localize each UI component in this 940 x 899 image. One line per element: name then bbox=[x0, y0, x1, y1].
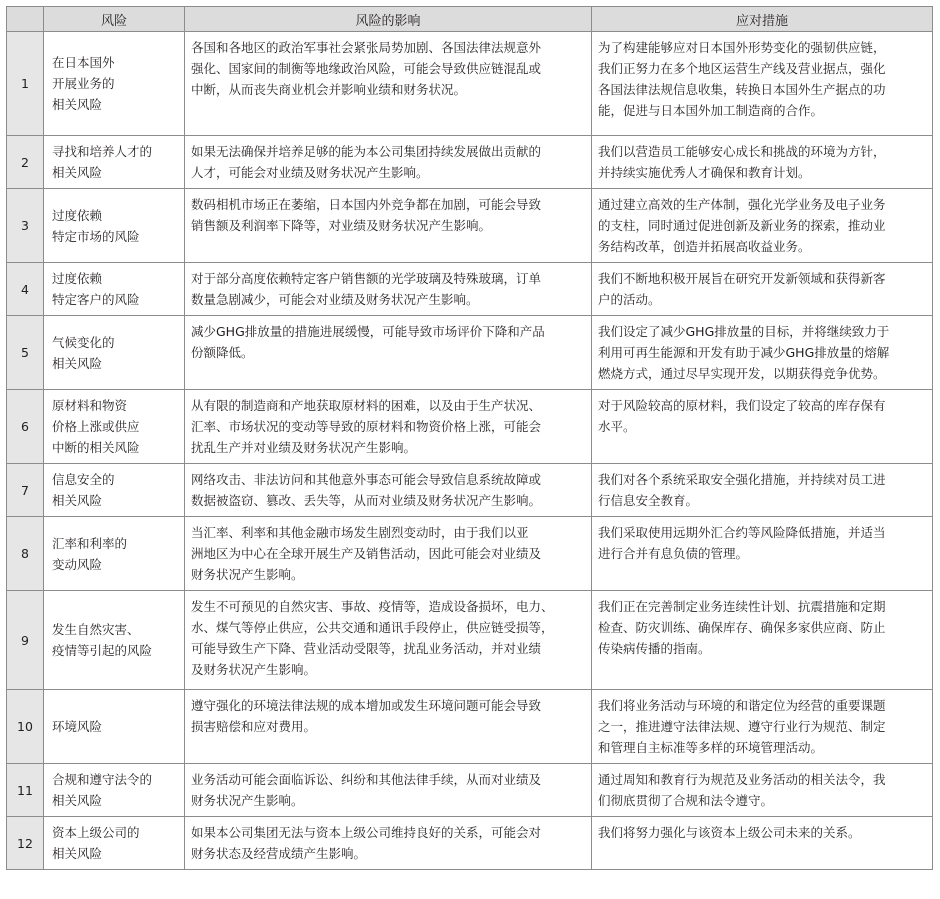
impact-cell bbox=[185, 263, 592, 316]
measures-cell bbox=[592, 517, 933, 591]
row-number: 5 bbox=[7, 316, 44, 390]
risk-line: 气候变化的 bbox=[52, 334, 115, 350]
measures-line: 为了构建能够应对日本国外形势变化的强韧供应链， bbox=[598, 40, 886, 55]
table-row bbox=[7, 817, 933, 870]
impact-line: 可能导致生产下降、营业活动受限等，扰乱业务活动，并对业绩 bbox=[191, 641, 542, 656]
risk-line: 价格上涨或供应 bbox=[52, 419, 140, 434]
row-number: 9 bbox=[7, 591, 44, 690]
impact-line: 销售额及利润率下降等，对业绩及财务状况产生影响。 bbox=[191, 218, 492, 233]
measures-line: 传染病传播的指南。 bbox=[598, 641, 711, 656]
impact-line: 发生不可预见的自然灾害、事故、疫情等，造成设备损坏，电力、 bbox=[191, 599, 554, 614]
risk-cell bbox=[44, 316, 185, 390]
impact-line: 数据被盗窃、篡改、丢失等，从而对业绩及财务状况产生影响。 bbox=[191, 493, 542, 508]
risk-cell bbox=[44, 263, 185, 316]
header-row bbox=[7, 7, 933, 32]
table-row bbox=[7, 189, 933, 263]
risk-cell bbox=[44, 517, 185, 591]
measures-line: 我们不断地积极开展旨在研究开发新领域和获得新客 bbox=[598, 271, 886, 286]
measures-line: 行信息安全教育。 bbox=[598, 493, 699, 508]
impact-line: 各国和各地区的政治军事社会紧张局势加剧、各国法律法规意外 bbox=[191, 40, 542, 55]
risk-line: 信息安全的 bbox=[52, 472, 115, 487]
risk-line: 相关风险 bbox=[52, 355, 103, 371]
risk-cell bbox=[44, 591, 185, 690]
measures-line: 燃烧方式，通过尽早实现开发，以期获得竞争优势。 bbox=[598, 366, 886, 381]
risk-line: 相关风险 bbox=[52, 846, 103, 861]
impact-cell bbox=[185, 690, 592, 764]
header-risk: 风险 bbox=[44, 7, 185, 32]
row-number: 8 bbox=[7, 517, 44, 591]
risk-line: 发生自然灾害、 bbox=[52, 622, 140, 637]
measures-line: 我们设定了减少GHG排放量的目标，并将继续致力于 bbox=[598, 324, 890, 339]
impact-line: 洲地区为中心在全球开展生产及销售活动，因此可能会对业绩及 bbox=[191, 546, 542, 561]
measures-line: 通过建立高效的生产体制，强化光学业务及电子业务 bbox=[598, 197, 886, 212]
impact-line: 财务状况产生影响。 bbox=[191, 793, 304, 808]
measures-line: 们彻底贯彻了合规和法令遵守。 bbox=[598, 793, 774, 808]
measures-line: 能，促进与日本国外加工制造商的合作。 bbox=[598, 103, 824, 118]
impact-line: 扰乱生产并对业绩及财务状况产生影响。 bbox=[191, 440, 417, 455]
measures-line: 我们将努力强化与该资本上级公司未来的关系。 bbox=[598, 825, 861, 840]
table-row bbox=[7, 764, 933, 817]
risk-cell bbox=[44, 390, 185, 464]
table-row bbox=[7, 390, 933, 464]
risk-table-container bbox=[6, 6, 933, 870]
risk-cell bbox=[44, 464, 185, 517]
table-row bbox=[7, 690, 933, 764]
measures-line: 通过周知和教育行为规范及业务活动的相关法令，我 bbox=[598, 772, 886, 787]
measures-line: 务结构改革，创造并拓展高收益业务。 bbox=[598, 239, 811, 254]
measures-line: 各国法律法规信息收集，转换日本国外生产据点的功 bbox=[598, 82, 886, 97]
risk-line: 环境风险 bbox=[52, 719, 103, 734]
measures-line: 我们采取使用远期外汇合约等风险降低措施，并适当 bbox=[598, 525, 886, 540]
header-measures: 应对措施 bbox=[592, 7, 933, 32]
measures-line: 利用可再生能源和开发有助于减少GHG排放量的熔解 bbox=[598, 345, 890, 360]
row-number: 2 bbox=[7, 136, 44, 189]
impact-line: 财务状况产生影响。 bbox=[191, 567, 304, 582]
row-number: 7 bbox=[7, 464, 44, 517]
row-number: 3 bbox=[7, 189, 44, 263]
impact-line: 网络攻击、非法访问和其他意外事态可能会导致信息系统故障或 bbox=[191, 472, 542, 487]
risk-cell bbox=[44, 189, 185, 263]
risk-line: 特定市场的风险 bbox=[52, 228, 140, 244]
impact-cell bbox=[185, 817, 592, 870]
impact-line: 人才，可能会对业绩及财务状况产生影响。 bbox=[191, 165, 429, 180]
impact-line: 遵守强化的环境法律法规的成本增加或发生环境问题可能会导致 bbox=[191, 698, 542, 713]
risk-cell bbox=[44, 136, 185, 189]
risk-line: 汇率和利率的 bbox=[52, 535, 128, 551]
risk-line: 相关风险 bbox=[52, 97, 103, 112]
risk-line: 变动风险 bbox=[52, 556, 103, 572]
measures-line: 并持续实施优秀人才确保和教育计划。 bbox=[598, 165, 811, 180]
impact-cell bbox=[185, 764, 592, 817]
table-row bbox=[7, 464, 933, 517]
risk-cell bbox=[44, 32, 185, 136]
impact-line: 中断，从而丧失商业机会并影响业绩和财务状况。 bbox=[191, 82, 467, 97]
row-number: 4 bbox=[7, 263, 44, 316]
risk-line: 相关风险 bbox=[52, 793, 103, 808]
impact-cell bbox=[185, 32, 592, 136]
measures-cell bbox=[592, 32, 933, 136]
risk-cell bbox=[44, 817, 185, 870]
measures-line: 我们对各个系统采取安全强化措施，并持续对员工进 bbox=[598, 472, 886, 487]
risk-cell bbox=[44, 690, 185, 764]
measures-line: 户的活动。 bbox=[598, 292, 661, 307]
measures-line: 的支柱，同时通过促进创新及新业务的探索，推动业 bbox=[598, 218, 886, 233]
impact-line: 财务状态及经营成绩产生影响。 bbox=[191, 846, 367, 861]
risk-line: 疫情等引起的风险 bbox=[52, 643, 153, 658]
row-number: 6 bbox=[7, 390, 44, 464]
row-number: 11 bbox=[7, 764, 44, 817]
measures-cell bbox=[592, 136, 933, 189]
risk-line: 原材料和物资 bbox=[52, 398, 128, 413]
impact-line: 业务活动可能会面临诉讼、纠纷和其他法律手续，从而对业绩及 bbox=[191, 772, 542, 787]
measures-line: 我们正在完善制定业务连续性计划、抗震措施和定期 bbox=[598, 599, 886, 614]
measures-cell bbox=[592, 316, 933, 390]
measures-cell bbox=[592, 591, 933, 690]
impact-line: 损害赔偿和应对费用。 bbox=[191, 719, 317, 734]
impact-line: 对于部分高度依赖特定客户销售额的光学玻璃及特殊玻璃，订单 bbox=[191, 271, 542, 286]
table-row bbox=[7, 591, 933, 690]
table-row bbox=[7, 263, 933, 316]
measures-cell bbox=[592, 189, 933, 263]
risk-line: 在日本国外 bbox=[52, 55, 115, 70]
impact-cell bbox=[185, 316, 592, 390]
risk-cell bbox=[44, 764, 185, 817]
risk-line: 合规和遵守法令的 bbox=[52, 772, 153, 787]
impact-line: 如果无法确保并培养足够的能为本公司集团持续发展做出贡献的 bbox=[191, 144, 542, 159]
impact-line: 强化、国家间的制衡等地缘政治风险，可能会导致供应链混乱或 bbox=[191, 61, 542, 76]
measures-line: 之一，推进遵守法律法规、遵守行业行为规范、制定 bbox=[598, 719, 886, 734]
row-number: 12 bbox=[7, 817, 44, 870]
measures-line: 对于风险较高的原材料，我们设定了较高的库存保有 bbox=[598, 398, 886, 413]
impact-line: 及财务状况产生影响。 bbox=[191, 662, 317, 677]
risk-line: 相关风险 bbox=[52, 165, 103, 180]
impact-cell bbox=[185, 517, 592, 591]
measures-line: 检查、防灾训练、确保库存、确保多家供应商、防止 bbox=[598, 620, 886, 635]
measures-cell bbox=[592, 817, 933, 870]
risk-line: 寻找和培养人才的 bbox=[52, 144, 153, 159]
header-num bbox=[7, 7, 44, 32]
measures-cell bbox=[592, 464, 933, 517]
impact-cell bbox=[185, 390, 592, 464]
risk-table bbox=[6, 6, 933, 870]
measures-cell bbox=[592, 690, 933, 764]
risk-line: 资本上级公司的 bbox=[52, 825, 140, 840]
row-number: 10 bbox=[7, 690, 44, 764]
impact-line: 当汇率、利率和其他金融市场发生剧烈变动时，由于我们以亚 bbox=[191, 525, 529, 540]
header-impact: 风险的影响 bbox=[185, 7, 592, 32]
risk-line: 过度依赖 bbox=[52, 207, 103, 223]
row-number: 1 bbox=[7, 32, 44, 136]
impact-line: 如果本公司集团无法与资本上级公司维持良好的关系，可能会对 bbox=[191, 825, 542, 840]
table-row bbox=[7, 517, 933, 591]
measures-line: 水平。 bbox=[598, 419, 636, 434]
table-row bbox=[7, 32, 933, 136]
risk-line: 特定客户的风险 bbox=[52, 292, 140, 307]
measures-cell bbox=[592, 764, 933, 817]
table-row bbox=[7, 316, 933, 390]
risk-line: 过度依赖 bbox=[52, 271, 103, 286]
table-row bbox=[7, 136, 933, 189]
measures-cell bbox=[592, 263, 933, 316]
risk-line: 相关风险 bbox=[52, 493, 103, 508]
measures-cell bbox=[592, 390, 933, 464]
impact-line: 数量急剧减少，可能会对业绩及财务状况产生影响。 bbox=[191, 292, 479, 307]
risk-line: 中断的相关风险 bbox=[52, 440, 140, 455]
impact-cell bbox=[185, 189, 592, 263]
impact-line: 数码相机市场正在萎缩，日本国内外竞争都在加剧，可能会导致 bbox=[191, 197, 542, 212]
impact-cell bbox=[185, 136, 592, 189]
impact-line: 份额降低。 bbox=[191, 345, 254, 360]
impact-line: 汇率、市场状况的变动等导致的原材料和物资价格上涨，可能会 bbox=[191, 419, 542, 434]
measures-line: 进行合并有息负债的管理。 bbox=[598, 546, 749, 561]
impact-line: 水、煤气等停止供应，公共交通和通讯手段停止，供应链受损等， bbox=[191, 620, 554, 635]
impact-cell bbox=[185, 591, 592, 690]
measures-line: 和管理自主标准等多样的环境管理活动。 bbox=[598, 740, 824, 755]
measures-line: 我们以营造员工能够安心成长和挑战的环境为方针， bbox=[598, 144, 886, 159]
measures-line: 我们正努力在多个地区运营生产线及营业据点，强化 bbox=[598, 61, 886, 76]
risk-line: 开展业务的 bbox=[52, 76, 115, 91]
impact-cell bbox=[185, 464, 592, 517]
impact-line: 从有限的制造商和产地获取原材料的困难，以及由于生产状况、 bbox=[191, 398, 542, 413]
measures-line: 我们将业务活动与环境的和谐定位为经营的重要课题 bbox=[598, 698, 886, 713]
impact-line: 减少GHG排放量的措施进展缓慢，可能导致市场评价下降和产品 bbox=[191, 324, 545, 339]
